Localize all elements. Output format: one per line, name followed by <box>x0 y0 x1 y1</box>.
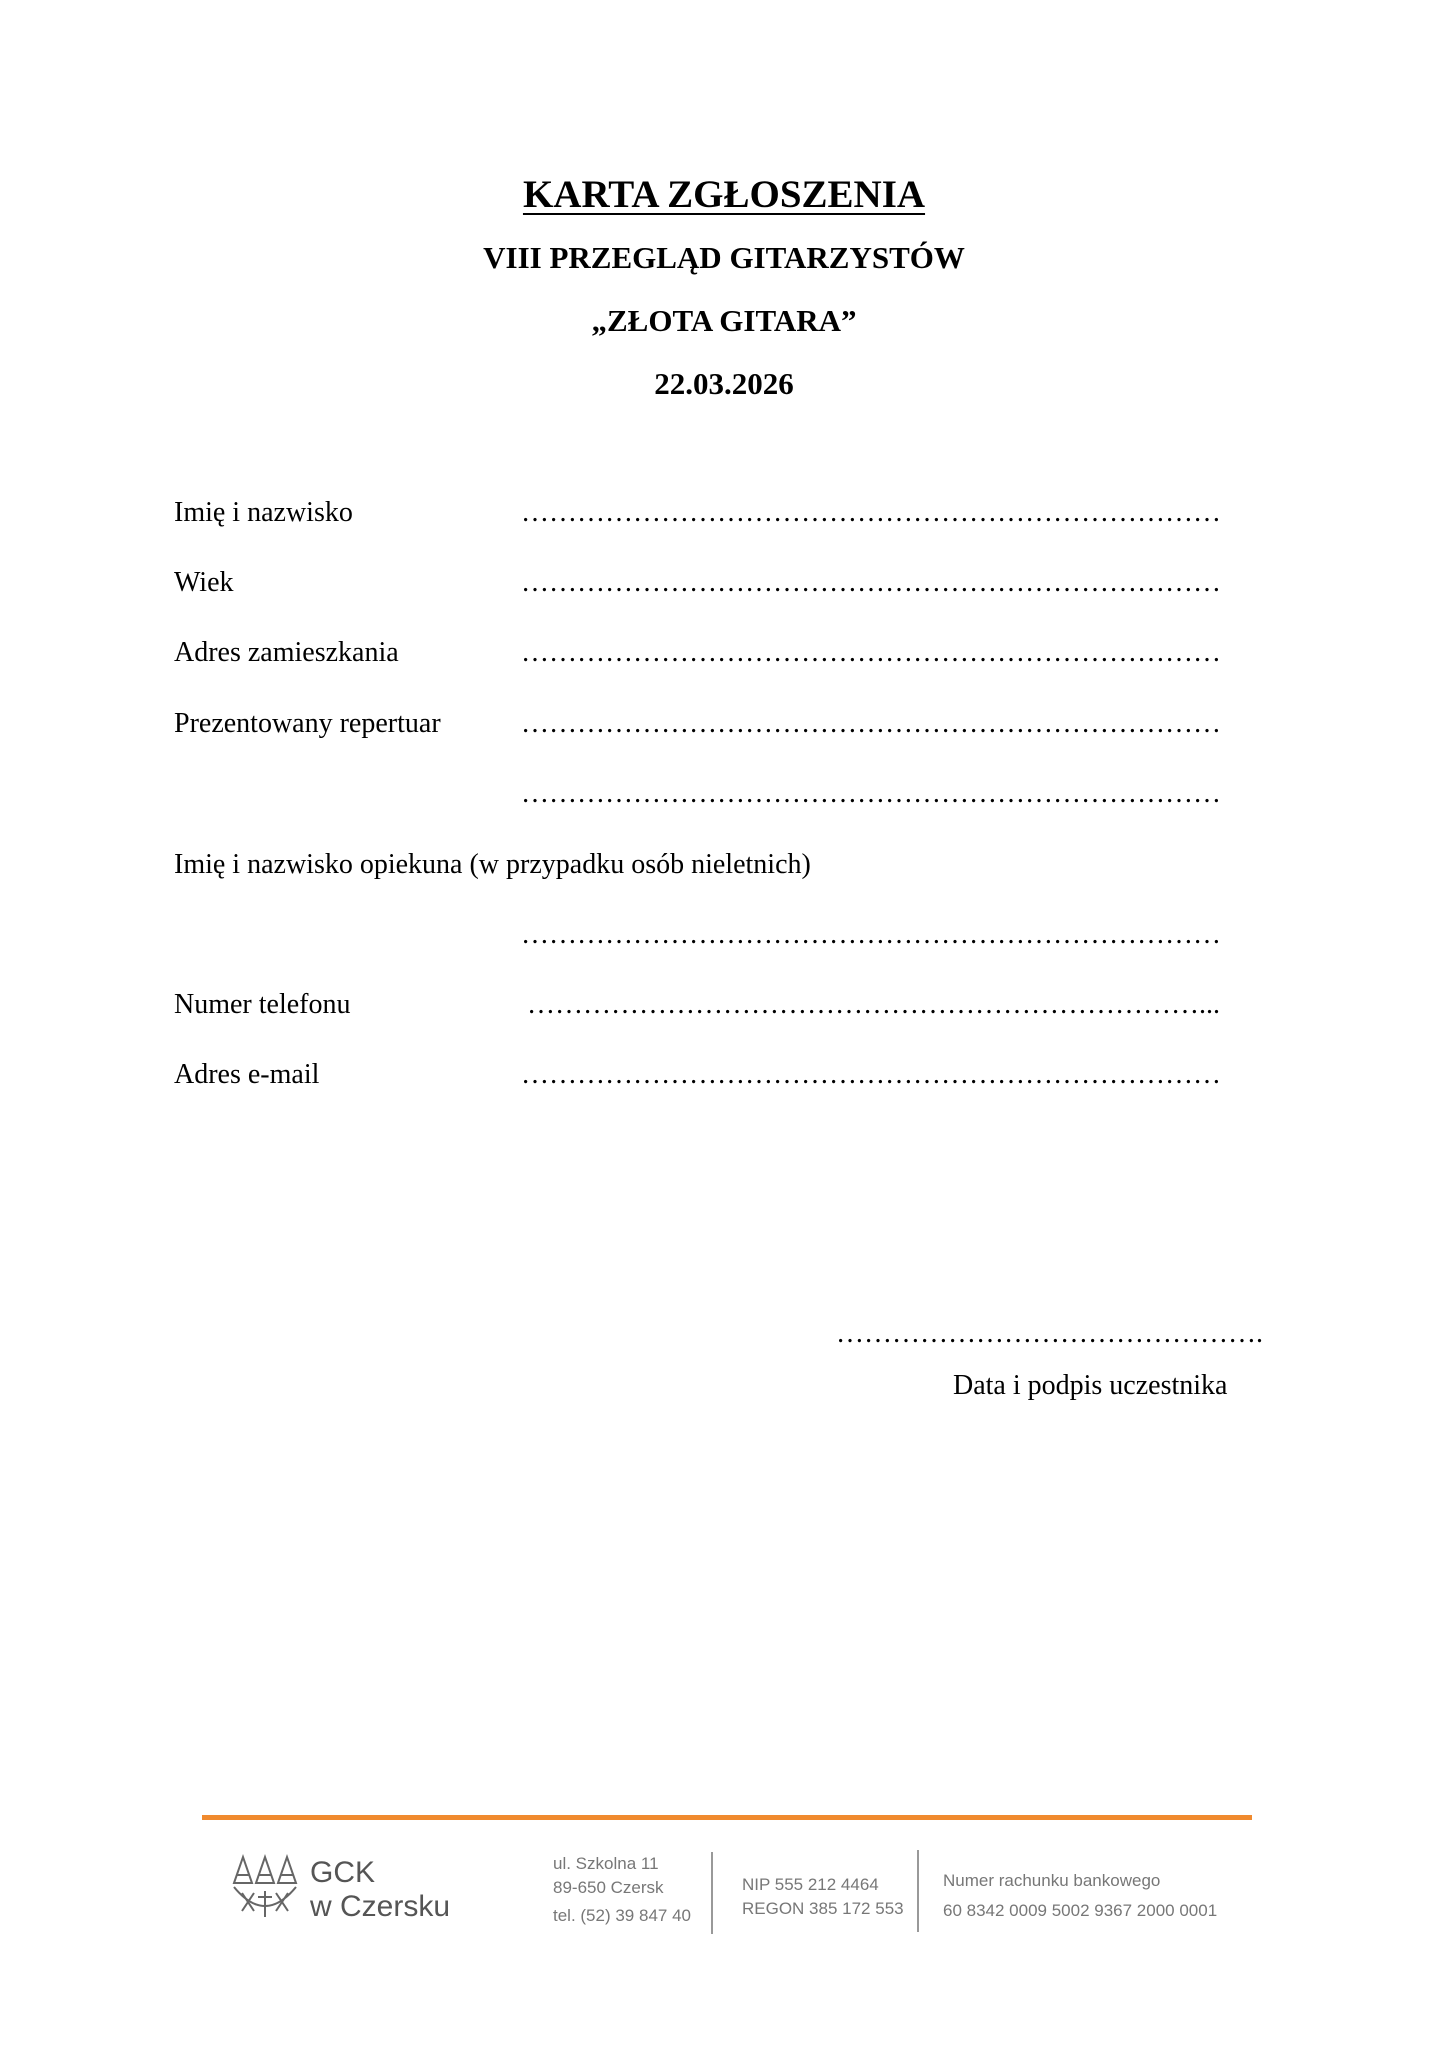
signature-blank[interactable]: ………………………………………. <box>836 1318 1263 1349</box>
field-age-blank[interactable]: ………………………………………………………………… <box>521 567 1221 598</box>
footer-nip: NIP 555 212 4464 <box>742 1875 879 1894</box>
footer-street: ul. Szkolna 11 <box>553 1854 659 1873</box>
event-subtitle: VIII PRZEGLĄD GITARZYSTÓW <box>483 240 965 275</box>
footer-accent-line <box>202 1815 1252 1820</box>
field-label-email: Adres e-mail <box>174 1059 320 1090</box>
footer-account-label: Numer rachunku bankowego <box>943 1871 1161 1890</box>
form-title: KARTA ZGŁOSZENIA <box>522 173 926 216</box>
signature-label: Data i podpis uczestnika <box>953 1370 1228 1401</box>
field-address-blank[interactable]: ………………………………………………………………… <box>521 637 1221 668</box>
field-label-repertoire: Prezentowany repertuar <box>174 708 441 739</box>
logo-text <box>310 1856 450 1924</box>
field-repertoire-blank[interactable]: ………………………………………………………………… <box>521 708 1221 739</box>
event-date: 22.03.2026 <box>654 366 794 401</box>
field-repertoire-blank-2[interactable]: ………………………………………………………………… <box>521 778 1221 809</box>
footer-city: 89-650 Czersk <box>553 1878 664 1897</box>
footer-divider-1 <box>711 1852 713 1934</box>
footer-regon: REGON 385 172 553 <box>742 1899 904 1918</box>
footer-address <box>553 1852 691 1928</box>
footer-phone: tel. (52) 39 847 40 <box>553 1906 691 1925</box>
field-label-name: Imię i nazwisko <box>174 497 353 528</box>
field-label-age: Wiek <box>174 567 234 598</box>
event-name: „ZŁOTA GITARA” <box>591 303 857 338</box>
field-label-guardian: Imię i nazwisko opiekuna (w przypadku osób nieletnich) <box>174 849 811 880</box>
footer-bank <box>943 1866 1217 1926</box>
field-label-address: Adres zamieszkania <box>174 637 399 668</box>
logo-line-2: w Czersku <box>310 1890 451 1923</box>
field-phone-blank[interactable]: ………………………………………………………………... <box>527 989 1220 1020</box>
footer-tax-ids <box>742 1873 904 1921</box>
field-name-blank[interactable]: ………………………………………………………………… <box>521 497 1221 528</box>
logo-line-1: GCK <box>310 1856 376 1889</box>
field-label-phone: Numer telefonu <box>174 989 351 1020</box>
footer-account-number: 60 8342 0009 5002 9367 2000 0001 <box>943 1901 1218 1920</box>
footer-divider-2 <box>917 1850 919 1932</box>
field-email-blank[interactable]: ………………………………………………………………… <box>521 1059 1221 1090</box>
field-guardian-blank[interactable]: ………………………………………………………………… <box>521 919 1221 950</box>
